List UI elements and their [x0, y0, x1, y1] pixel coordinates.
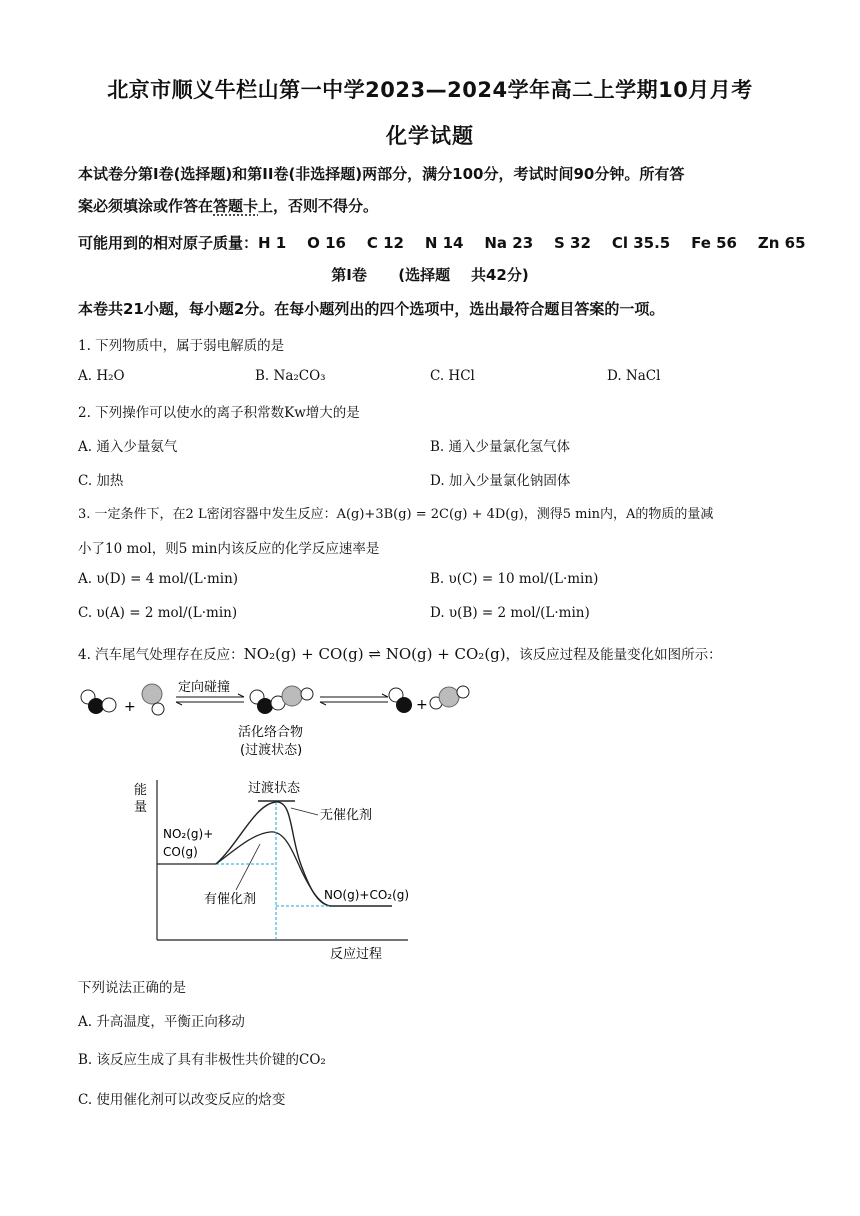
q4-stem: [78, 643, 722, 663]
q1-stem: 1. 下列物质中，属于弱电解质的是: [78, 338, 285, 354]
energy-axis-label-2: 量: [134, 800, 148, 815]
collision-label: 定向碰撞: [178, 680, 231, 695]
transition-state-label: 过渡状态: [248, 781, 301, 796]
q4-ask: 下列说法正确的是: [78, 980, 186, 996]
complex-label-2: (过渡状态): [240, 743, 303, 758]
exam-subtitle: 化学试题: [386, 124, 474, 148]
activated-complex: [250, 686, 313, 714]
q3-option-d: D. υ(B) = 2 mol/(L·min): [430, 605, 590, 621]
intro-text: 案必须填涂或作答在: [78, 197, 214, 215]
q2-option-a: A. 通入少量氨气: [78, 439, 178, 455]
q4-stem-post: ，该反应过程及能量变化如图所示：: [505, 647, 722, 663]
answer-card-emphasis: 答题卡: [213, 197, 259, 215]
q2-option-b: B. 通入少量氯化氢气体: [430, 439, 571, 455]
reactants-label-1: NO₂(g)+: [163, 827, 214, 841]
q2-option-c: C. 加热: [78, 473, 124, 489]
no-catalyst-pointer: [291, 808, 318, 815]
section-title: 第I卷 (选择题 共42分): [331, 266, 529, 284]
intro-line-2: [78, 195, 378, 216]
exam-title: 北京市顺义牛栏山第一中学2023—2024学年高二上学期10月月考: [107, 78, 753, 102]
q1-option-a: A. H₂O: [78, 368, 125, 384]
intro-line-1: 本试卷分第I卷(选择题)和第II卷(非选择题)两部分，满分100分，考试时间90分钟。所有答: [78, 165, 685, 183]
collision-figure: [78, 676, 478, 762]
q1-option-b: B. Na₂CO₃: [255, 368, 326, 384]
atomic-masses: 可能用到的相对原子质量：H 1 O 16 C 12 N 14 Na 23 S 32 Cl 35.5 Fe 56 Zn 65: [78, 234, 806, 252]
complex-label: 活化络合物: [238, 725, 304, 740]
reactants-label-2: CO(g): [163, 845, 198, 859]
intro-text-end: 上，否则不得分。: [258, 197, 379, 215]
q4-option-a: A. 升高温度，平衡正向移动: [78, 1014, 245, 1030]
q4-option-b: B. 该反应生成了具有非极性共价键的CO₂: [78, 1052, 326, 1068]
q4-stem-pre: 4. 汽车尾气处理存在反应：: [78, 647, 244, 663]
q3-option-a: A. υ(D) = 4 mol/(L·min): [78, 571, 239, 587]
section-note: 本卷共21小题，每小题2分。在每小题列出的四个选项中，选出最符合题目答案的一项。: [78, 300, 665, 318]
co2-molecule: [430, 686, 469, 709]
plus-sign-2: +: [416, 697, 428, 713]
catalyst-pointer: [236, 844, 260, 890]
x-axis-label: 反应过程: [330, 947, 383, 962]
energy-diagram: [130, 772, 430, 968]
no2-molecule: [81, 690, 116, 714]
q3-stem-2: 小了10 mol，则5 min内该反应的化学反应速率是: [78, 541, 380, 557]
q2-stem: 2. 下列操作可以使水的离子积常数Kw增大的是: [78, 405, 360, 421]
q1-option-d: D. NaCl: [607, 368, 661, 384]
products-label: NO(g)+CO₂(g): [324, 888, 410, 902]
no-catalyst-label: 无催化剂: [320, 808, 373, 823]
q4-equation: NO₂(g) + CO(g) ⇌ NO(g) + CO₂(g): [243, 645, 506, 663]
energy-axis-label-1: 能: [134, 783, 148, 798]
q3-option-b: B. υ(C) = 10 mol/(L·min): [430, 571, 599, 587]
q1-option-c: C. HCl: [430, 368, 475, 384]
q4-option-c: C. 使用催化剂可以改变反应的焓变: [78, 1092, 286, 1108]
q3-stem-1: 3. 一定条件下，在2 L密闭容器中发生反应：A(g)+3B(g) = 2C(g) + 4D(g)，测得5 min内，A的物质的量减: [78, 507, 714, 522]
q2-option-d: D. 加入少量氯化钠固体: [430, 473, 571, 489]
q3-option-c: C. υ(A) = 2 mol/(L·min): [78, 605, 238, 621]
co-molecule: [142, 684, 164, 715]
no-molecule: [389, 688, 412, 713]
catalyst-label: 有催化剂: [204, 892, 257, 907]
plus-sign: +: [124, 699, 136, 715]
